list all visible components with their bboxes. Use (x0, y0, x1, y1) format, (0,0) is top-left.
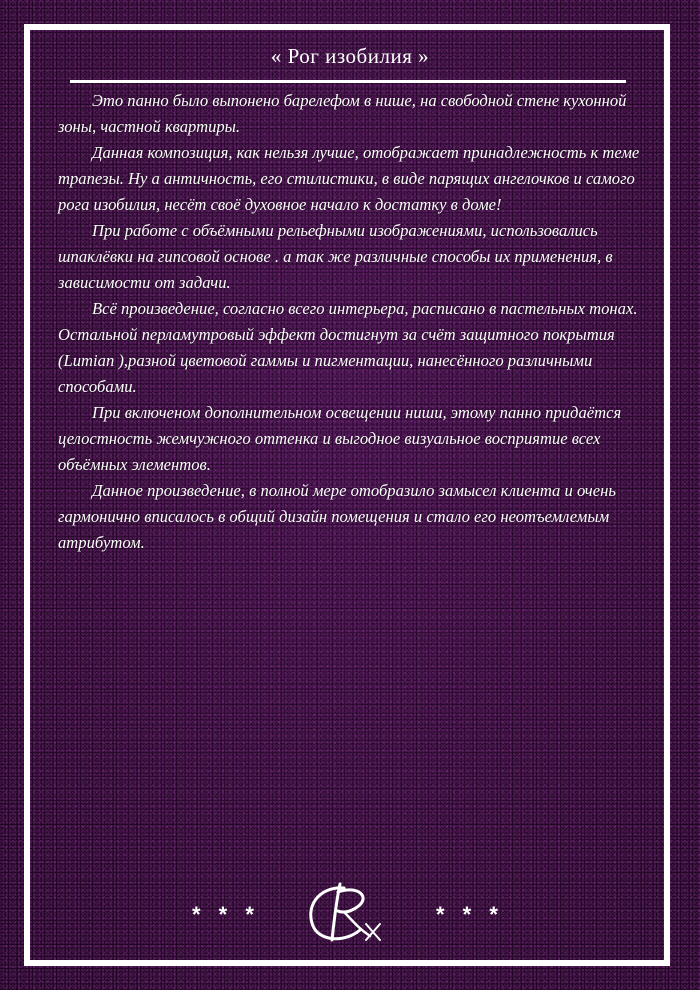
article-body (58, 88, 648, 556)
paragraph: Это панно было выпонено барелефом в нише, на свободной стене кухонной зоны, частной квартиры. (58, 91, 627, 136)
paragraph: При включеном дополнительном освещении ниши, этому панно придаётся целостность жемчужного оттенка и выгодное визуальное восприятие всех объёмных элементов. (58, 403, 622, 474)
signature-monogram-icon (300, 878, 390, 950)
title-divider (70, 80, 626, 83)
paragraph: Данная композиция, как нельзя лучше, отображает принадлежность к теме трапезы. Ну а античность, его стилистики, в виде парящих ангелочков и самого рога изобилия, несёт своё духовное начало к достатку в доме! (58, 143, 640, 214)
paragraph: Данное произведение, в полной мере отобразило замысел клиента и очень гармонично вписалось в общий дизайн помещения и стало его неотъемлемым атрибутом. (58, 481, 616, 552)
paragraph: При работе с объёмными рельефными изображениями, использовались шпаклёвки на гипсовой основе . а так же различные способы их применения, в зависимости от задачи. (58, 221, 613, 292)
stars-ornament-left: * * * (192, 902, 260, 927)
page-title: « Рог изобилия » (270, 44, 430, 68)
stars-ornament-right: * * * (436, 902, 504, 927)
paragraph: Всё произведение, согласно всего интерьера, расписано в пастельных тонах. Остальной перламутровый эффект достигнут за счёт защитного покрытия (Lumian ),разной цветовой гаммы и пигментации, нанесённого различными способами. (58, 299, 638, 396)
